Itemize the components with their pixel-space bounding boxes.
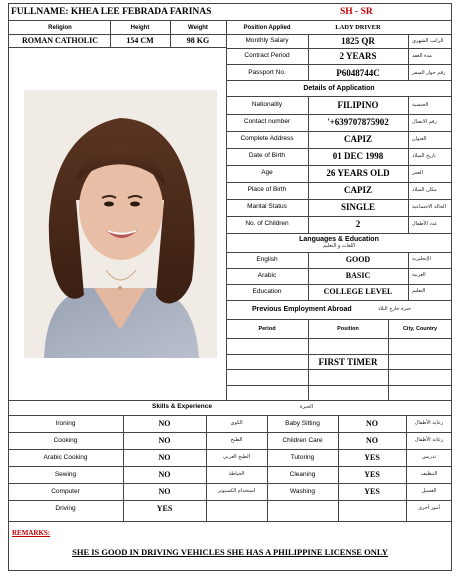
- skill-value: YES: [364, 470, 380, 479]
- employment-col-country: City, Country: [402, 326, 438, 332]
- skill-label-ar: التنظيف: [420, 471, 438, 477]
- table-rule: [8, 500, 452, 501]
- skill-value: NO: [158, 436, 171, 445]
- table-rule: [226, 216, 452, 217]
- employment-title: Previous Employment Abroad: [252, 306, 352, 313]
- application-row-ar: عدد الأطفال: [412, 221, 438, 227]
- skills-title-ar: الخبرة: [300, 404, 314, 410]
- skill-label: Washing: [289, 488, 316, 495]
- monthly-salary-value: 1825 QR: [341, 36, 375, 46]
- weight-header: Weight: [188, 25, 208, 31]
- skill-label: Driving: [55, 505, 76, 512]
- remarks-label: REMARKS:: [12, 529, 51, 537]
- skill-label-ar: الخياطة: [228, 471, 245, 477]
- table-rule: [226, 182, 452, 183]
- language-row-label: Arabic: [257, 272, 277, 279]
- table-rule: [226, 268, 452, 269]
- skill-value: NO: [366, 419, 378, 428]
- table-rule: [226, 148, 452, 149]
- language-row-value: GOOD: [345, 255, 371, 264]
- passport-value: P6048744C: [336, 68, 380, 78]
- monthly-salary-ar: الراتب الشهري: [412, 38, 444, 44]
- employment-col-position: Position: [337, 326, 359, 332]
- skill-value: NO: [158, 470, 171, 479]
- application-row-ar: العنوان: [412, 136, 427, 142]
- applicant-code: SH - SR: [340, 7, 373, 17]
- application-row-label: Contact number: [243, 118, 291, 125]
- language-row-label: English: [256, 256, 278, 263]
- application-row-ar: الجنسية: [412, 102, 429, 108]
- application-row-ar: مكان الميلاد: [412, 187, 437, 193]
- application-row-value: FILIPINO: [337, 100, 379, 110]
- skill-label: Ironing: [55, 420, 76, 427]
- table-rule: [8, 466, 452, 467]
- application-title: Details of Application: [303, 85, 375, 92]
- skill-label-ar: تدريس: [421, 454, 437, 460]
- application-row-label: Place of Birth: [247, 186, 287, 193]
- contract-period-ar: مدة العقد: [412, 53, 432, 59]
- table-rule: [8, 432, 452, 433]
- skill-label-ar: الغسيل: [421, 488, 437, 494]
- monthly-salary-label: Monthly Salary: [245, 37, 289, 44]
- position-header: Position Applied: [243, 25, 291, 31]
- skill-label: Tutoring: [290, 454, 315, 461]
- application-row-ar: الحالة الاجتماعية: [412, 204, 446, 210]
- table-rule: [226, 199, 452, 200]
- skill-label-ar: رعاية الأطفال: [414, 437, 444, 443]
- applicant-photo: [24, 90, 217, 358]
- table-rule: [226, 165, 452, 166]
- application-row-label: Complete Address: [240, 135, 294, 142]
- application-row-value: 2: [355, 219, 361, 229]
- contract-period-value: 2 YEARS: [339, 51, 377, 61]
- employment-col-period: Period: [258, 326, 276, 332]
- application-row-value: 01 DEC 1998: [332, 151, 384, 161]
- table-rule: [8, 483, 452, 484]
- skill-value: YES: [364, 487, 380, 496]
- passport-label: Passport No.: [248, 69, 286, 76]
- skill-label: Arabic Cooking: [43, 454, 88, 461]
- skill-value: NO: [158, 453, 171, 462]
- language-row-value: COLLEGE LEVEL: [323, 287, 393, 296]
- skill-label: Cooking: [53, 437, 78, 444]
- skill-label: Sewing: [54, 471, 77, 478]
- application-row-label: Nationality: [251, 101, 283, 108]
- skill-label: Children Care: [282, 437, 323, 444]
- application-row-ar: تاريخ الميلاد: [412, 153, 437, 159]
- religion-header: Religion: [48, 25, 72, 31]
- passport-ar: رقم جواز السفر: [412, 70, 446, 76]
- skill-label: Cleaning: [289, 471, 316, 478]
- table-rule: [226, 114, 452, 115]
- skills-title: Skills & Experience: [152, 403, 212, 410]
- remarks-text: SHE IS GOOD IN DRIVING VEHICLES SHE HAS A PHILIPPINE LICENSE ONLY: [72, 547, 388, 557]
- application-row-value: '+639707875902: [327, 117, 389, 127]
- languages-title: Languages & Education: [299, 236, 379, 243]
- application-row-label: Age: [261, 169, 273, 176]
- application-row-value: CAPIZ: [343, 185, 372, 195]
- employment-note: FIRST TIMER: [318, 357, 378, 367]
- skill-value: NO: [366, 436, 378, 445]
- skill-label-ar: رعاية الأطفال: [414, 420, 444, 426]
- skill-label-ar: أمور أخرى: [418, 505, 440, 511]
- skill-label: Baby Sitting: [285, 420, 320, 427]
- applicant-portrait-image: [24, 90, 217, 358]
- skill-value: NO: [158, 419, 171, 428]
- skill-label-ar: الكوي: [230, 420, 243, 426]
- table-rule: [226, 300, 452, 301]
- table-rule: [226, 284, 452, 285]
- weight-value: 98 KG: [186, 36, 210, 45]
- contract-period-label: Contract Period: [244, 52, 290, 59]
- position-value: LADY DRIVER: [335, 24, 381, 31]
- table-rule: [8, 449, 452, 450]
- language-row-ar: التعليم: [412, 288, 426, 294]
- skill-value: NO: [158, 487, 171, 496]
- skill-label-ar: الطبخ: [230, 437, 243, 443]
- language-row-label: Education: [252, 288, 282, 295]
- religion-value: ROMAN CATHOLIC: [21, 36, 99, 45]
- application-row-ar: رقم الاتصال: [412, 119, 437, 125]
- application-row-ar: العمر: [412, 170, 423, 176]
- skill-label-ar: استخدام الكمبيوتر: [217, 488, 256, 494]
- application-row-value: SINGLE: [340, 202, 375, 212]
- skill-value: YES: [156, 504, 173, 513]
- language-row-value: BASIC: [345, 271, 371, 280]
- skill-label: Computer: [51, 488, 80, 495]
- application-row-label: No. of Children: [245, 220, 289, 227]
- application-row-label: Date of Birth: [248, 152, 286, 159]
- languages-title-ar: اللغات و التعليم: [322, 243, 356, 249]
- height-value: 154 CM: [126, 36, 154, 45]
- language-row-ar: العربية: [412, 272, 426, 278]
- application-row-value: CAPIZ: [343, 134, 372, 144]
- skill-label-ar: الطبخ العربي: [223, 454, 250, 460]
- language-row-ar: الإنجليزية: [412, 256, 431, 262]
- skill-value: YES: [364, 453, 380, 462]
- employment-title-ar: خبرة خارج البلاد: [378, 306, 412, 312]
- fullname: FULLNAME: KHEA LEE FEBRADA FARINAS: [11, 7, 212, 17]
- application-row-value: 26 YEARS OLD: [326, 168, 390, 178]
- application-row-label: Marital Status: [247, 203, 287, 210]
- height-header: Height: [130, 25, 150, 31]
- table-rule: [226, 131, 452, 132]
